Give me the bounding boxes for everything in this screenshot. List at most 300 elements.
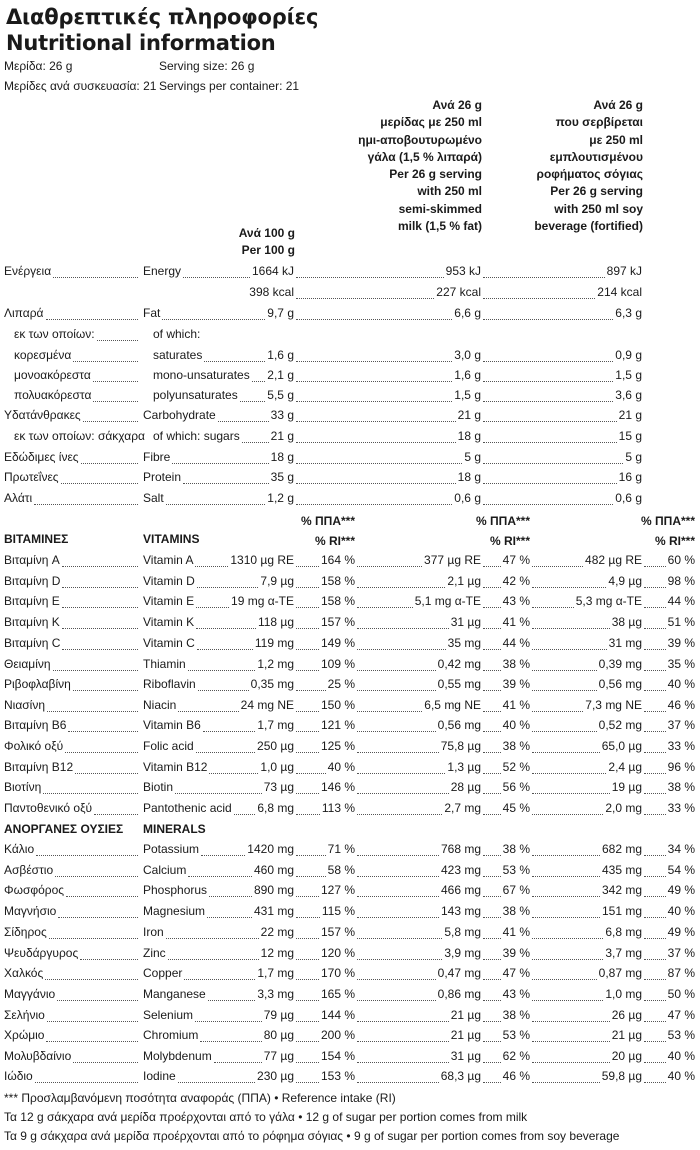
nutrient-name-greek: Παντοθενικό οξύ (4, 801, 93, 815)
value-with-milk: 953 kJ (445, 264, 481, 278)
ri-percent-with-milk: 41 % (502, 925, 530, 939)
dotted-leader (357, 1062, 449, 1063)
dotted-leader (296, 649, 319, 650)
dotted-leader (483, 855, 501, 856)
nutrient-name-greek: Βιταμίνη E (4, 594, 60, 608)
value-with-milk: 31 µg (450, 1049, 481, 1063)
nutrient-row (0, 594, 700, 614)
ri-percent-with-milk: 38 % (502, 904, 530, 918)
dotted-leader (483, 587, 501, 588)
value-per-100g: 3,3 mg (257, 987, 294, 1001)
nutrient-row (0, 946, 700, 966)
value-per-100g: 12 mg (260, 946, 294, 960)
nutrient-name-greek: Χρώμιο (4, 1028, 45, 1042)
value-with-milk: 5,1 mg α-TE (414, 594, 481, 608)
dotted-leader (644, 587, 666, 588)
ri-percent-per-100g: 164 % (320, 553, 355, 567)
dotted-leader (73, 361, 138, 362)
dotted-leader (93, 381, 138, 382)
ri-percent-per-100g: 144 % (320, 1008, 355, 1022)
dotted-leader (296, 752, 319, 753)
nutrient-name-english: Vitamin D (143, 574, 195, 588)
nutrient-name-english: Vitamin B12 (143, 760, 208, 774)
value-per-100g: 1664 kJ (251, 264, 294, 278)
value-with-soy: 482 µg RE (585, 553, 642, 567)
ri-percent-with-milk: 41 % (502, 698, 530, 712)
dotted-leader (357, 917, 439, 918)
dotted-leader (296, 298, 434, 299)
dotted-leader (296, 628, 319, 629)
ri-percent-per-100g: 115 % (321, 904, 355, 918)
dotted-leader (204, 361, 265, 362)
value-with-soy: 0,52 mg (598, 718, 642, 732)
dotted-leader (195, 566, 228, 567)
value-with-milk: 35 mg (447, 636, 481, 650)
dotted-leader (644, 959, 666, 960)
nutrient-name-greek: ΒΙΤΑΜΙΝΕΣ (4, 532, 69, 546)
value-per-100g: 73 µg (263, 780, 294, 794)
nutrient-name-greek: Βιταμίνη B12 (4, 760, 74, 774)
value-per-100g: 9,7 g (267, 306, 294, 320)
ri-percent-with-soy: 46 % (667, 698, 695, 712)
nutrient-name-greek: Ενέργεια (4, 264, 52, 278)
value-with-soy: 214 kcal (597, 285, 642, 299)
value-with-soy: 4,9 µg (608, 574, 642, 588)
ri-percent-per-100g: 120 % (320, 946, 355, 960)
column-header-line: Per 100 g (241, 243, 295, 258)
dotted-leader (166, 504, 266, 505)
column-header-line: γάλα (1,5 % λιπαρά) (367, 149, 482, 164)
value-per-100g: 77 µg (263, 1049, 294, 1063)
value-with-soy: 342 mg (601, 883, 642, 897)
dotted-leader (644, 1062, 666, 1063)
nutrient-name-english: Biotin (143, 780, 174, 794)
dotted-leader (644, 1000, 666, 1001)
nutrient-row (0, 368, 700, 388)
value-per-100g: 6,8 mg (257, 801, 294, 815)
dotted-leader (357, 1000, 436, 1001)
footnote-soy-sugar: Τα 9 g σάκχαρα ανά μερίδα προέρχονται από το ρόφημα σόγιας • 9 g of sugar per portion comes from soy beverage (4, 1129, 620, 1143)
ri-percent-per-100g: 25 % (327, 677, 355, 691)
nutrient-name-greek: εκ των οποίων: (14, 327, 95, 341)
dotted-leader (532, 1041, 610, 1042)
value-per-100g: 1,6 g (267, 348, 294, 362)
dotted-leader (201, 855, 245, 856)
value-with-milk: 21 µg (450, 1008, 481, 1022)
ri-percent-with-soy: 51 % (667, 615, 695, 629)
value-per-100g: 18 g (270, 450, 294, 464)
value-per-100g: 1310 µg RE (230, 553, 294, 567)
nutrient-name-english: Energy (143, 264, 182, 278)
footnote-milk-sugar: Τα 12 g σάκχαρα ανά μερίδα προέρχονται από το γάλα • 12 g of sugar per portion comes from milk (4, 1110, 528, 1124)
dotted-leader (57, 1000, 138, 1001)
dotted-leader (532, 979, 597, 980)
nutrient-row (0, 285, 700, 305)
dotted-leader (483, 298, 595, 299)
ri-percent-with-milk: 41 % (502, 615, 530, 629)
dotted-leader (209, 896, 252, 897)
dotted-leader (644, 917, 666, 918)
value-with-soy: 65,0 µg (601, 739, 642, 753)
ri-percent-with-soy: 44 % (667, 594, 695, 608)
nutrient-name-greek: Νιασίνη (4, 698, 46, 712)
dotted-leader (483, 793, 501, 794)
nutrient-row (0, 388, 700, 408)
value-with-milk: 6,5 mg NE (424, 698, 481, 712)
ri-percent-per-100g: 170 % (320, 966, 355, 980)
value-with-milk: 5 g (464, 450, 481, 464)
dotted-leader (68, 731, 138, 732)
column-header-line: beverage (fortified) (534, 219, 643, 234)
nutrient-name-greek: ΑΝΟΡΓΑΝΕΣ ΟΥΣΙΕΣ (4, 822, 124, 836)
dotted-leader (532, 959, 603, 960)
dotted-leader (296, 1021, 319, 1022)
value-per-100g: 80 µg (263, 1028, 294, 1042)
nutrient-row (0, 801, 700, 821)
ri-percent-per-100g: 157 % (320, 925, 355, 939)
dotted-leader (532, 793, 610, 794)
nutrient-row (0, 987, 700, 1007)
dotted-leader (197, 649, 253, 650)
dotted-leader (644, 731, 666, 732)
serving-size-english: Serving size: 26 g (159, 59, 255, 73)
footnote-reference-intake: *** Προσλαμβανόμενη ποσότητα αναφοράς (ΠΠΑ) • Reference intake (RI) (4, 1091, 396, 1105)
nutrient-name-greek: Μαγγάνιο (4, 987, 56, 1001)
value-with-milk: 3,9 mg (444, 946, 481, 960)
value-with-soy: 19 µg (611, 780, 642, 794)
value-per-100g: 230 µg (257, 1069, 294, 1083)
dotted-leader (47, 1021, 138, 1022)
dotted-leader (66, 896, 138, 897)
dotted-leader (207, 917, 252, 918)
dotted-leader (644, 876, 666, 877)
dotted-leader (196, 628, 256, 629)
nutrient-row (0, 636, 700, 656)
dotted-leader (296, 773, 326, 774)
dotted-leader (532, 752, 600, 753)
value-with-milk: 143 mg (440, 904, 481, 918)
nutrient-name-english: Fat (143, 306, 161, 320)
ri-percent-with-soy: 35 % (667, 657, 695, 671)
dotted-leader (483, 1041, 501, 1042)
dotted-leader (178, 711, 238, 712)
nutrient-name-english: Protein (143, 470, 182, 484)
ri-percent-with-milk: 53 % (502, 863, 530, 877)
dotted-leader (209, 773, 258, 774)
nutrient-name-greek: Σίδηρος (4, 925, 47, 939)
value-with-soy: 6,3 g (615, 306, 642, 320)
column-header-line: with 250 ml soy (554, 201, 643, 216)
dotted-leader (532, 1021, 610, 1022)
dotted-leader (357, 814, 442, 815)
column-header-soy (534, 97, 643, 235)
nutrient-name-greek: Βιταμίνη A (4, 553, 60, 567)
dotted-leader (62, 607, 138, 608)
dotted-leader (218, 421, 269, 422)
value-with-milk: 0,42 mg (437, 657, 481, 671)
dotted-leader (296, 938, 319, 939)
value-per-100g: 33 g (270, 408, 294, 422)
dotted-leader (43, 793, 138, 794)
nutrient-row (0, 780, 700, 800)
ri-percent-with-soy: 50 % (667, 987, 695, 1001)
value-with-soy: 3,6 g (615, 388, 642, 402)
nutrient-name-greek: Πρωτεΐνες (4, 470, 59, 484)
nutrient-name-greek: εκ των οποίων: σάκχαρα (14, 429, 145, 443)
ri-percent-with-soy: 49 % (667, 925, 695, 939)
nutrient-name-english: Niacin (143, 698, 177, 712)
nutrient-name-english: Vitamin K (143, 615, 195, 629)
dotted-leader (214, 1062, 262, 1063)
dotted-leader (532, 1000, 603, 1001)
dotted-leader (644, 711, 666, 712)
ri-percent-with-milk: 46 % (502, 1069, 530, 1083)
dotted-leader (188, 670, 256, 671)
ri-percent-with-soy: 54 % (667, 863, 695, 877)
nutrient-name-greek: Φολικό οξύ (4, 739, 64, 753)
nutrient-name-greek: μονοακόρεστα (14, 368, 91, 382)
ri-percent-with-milk: 43 % (502, 594, 530, 608)
column-header-line: ημι-αποβουτυρωμένο (358, 132, 482, 147)
ri-percent-per-100g: 165 % (320, 987, 355, 1001)
ri-percent-with-milk: 40 % (502, 718, 530, 732)
ri-percent-with-milk: 38 % (502, 657, 530, 671)
dotted-leader (483, 649, 501, 650)
column-header-milk (358, 97, 482, 235)
dotted-leader (357, 752, 439, 753)
value-with-milk: 5,8 mg (444, 925, 481, 939)
nutrient-name-english: Phosphorus (143, 883, 208, 897)
dotted-leader (296, 277, 444, 278)
dotted-leader (357, 731, 436, 732)
value-per-100g: 460 mg (253, 863, 294, 877)
dotted-leader (357, 979, 436, 980)
dotted-leader (58, 917, 138, 918)
value-with-soy: 21 µg (611, 1028, 642, 1042)
value-with-milk: 28 µg (450, 780, 481, 794)
dotted-leader (483, 463, 623, 464)
dotted-leader (35, 1082, 138, 1083)
value-with-milk: 768 mg (440, 842, 481, 856)
nutrient-name-english: Molybdenum (143, 1049, 212, 1063)
dotted-leader (183, 277, 250, 278)
dotted-leader (483, 1021, 501, 1022)
nutrient-row (0, 348, 700, 368)
dotted-leader (357, 1021, 449, 1022)
ri-percent-per-100g: 125 % (320, 739, 355, 753)
ri-percent-per-100g: 58 % (327, 863, 355, 877)
dotted-leader (62, 566, 138, 567)
dotted-leader (644, 979, 666, 980)
value-with-soy: 682 mg (601, 842, 642, 856)
dotted-leader (296, 793, 319, 794)
nutrient-row (0, 574, 700, 594)
value-with-soy: 38 µg (611, 615, 642, 629)
dotted-leader (168, 959, 259, 960)
dotted-leader (296, 587, 319, 588)
ri-percent-per-100g: 158 % (320, 594, 355, 608)
dotted-leader (644, 649, 666, 650)
ri-percent-per-100g: 154 % (320, 1049, 355, 1063)
nutrient-row (0, 925, 700, 945)
dotted-leader (483, 319, 613, 320)
ri-percent-per-100g: 157 % (320, 615, 355, 629)
dotted-leader (296, 463, 462, 464)
nutrient-row (0, 1028, 700, 1048)
value-with-soy: 1,0 mg (605, 987, 642, 1001)
value-with-milk: 466 mg (440, 883, 481, 897)
value-per-100g: 431 mg (253, 904, 294, 918)
nutrient-row (0, 553, 700, 573)
nutrient-name-english: Riboflavin (143, 677, 196, 691)
dotted-leader (357, 587, 445, 588)
dotted-leader (532, 896, 600, 897)
dotted-leader (532, 938, 603, 939)
ri-header-greek: % ΠΠΑ*** (640, 514, 695, 528)
nutrient-name-english: of which: sugars (153, 429, 240, 443)
nutrient-name-english: Magnesium (143, 904, 206, 918)
nutrient-row (0, 327, 700, 347)
dotted-leader (296, 607, 319, 608)
nutrient-row (0, 450, 700, 470)
dotted-leader (532, 731, 597, 732)
value-with-soy: 0,87 mg (598, 966, 642, 980)
nutrient-name-greek: Εδώδιμες ίνες (4, 450, 79, 464)
ri-percent-with-milk: 38 % (502, 739, 530, 753)
nutrient-name-english: Calcium (143, 863, 187, 877)
ri-percent-per-100g: 153 % (320, 1069, 355, 1083)
dotted-leader (296, 1000, 319, 1001)
dotted-leader (184, 979, 255, 980)
value-with-milk: 75,8 µg (440, 739, 481, 753)
nutrient-name-english: Chromium (143, 1028, 199, 1042)
ri-percent-with-milk: 62 % (502, 1049, 530, 1063)
dotted-leader (532, 607, 574, 608)
dotted-leader (175, 793, 262, 794)
dotted-leader (53, 670, 138, 671)
dotted-leader (200, 1041, 261, 1042)
nutrient-name-english: Copper (143, 966, 183, 980)
dotted-leader (483, 959, 501, 960)
value-with-soy: 3,7 mg (605, 946, 642, 960)
dotted-leader (644, 773, 666, 774)
dotted-leader (45, 979, 138, 980)
dotted-leader (188, 876, 252, 877)
nutrient-name-greek: Ψευδάργυρος (4, 946, 79, 960)
dotted-leader (296, 711, 319, 712)
value-with-soy: 897 kJ (606, 264, 642, 278)
ri-percent-per-100g: 71 % (327, 842, 355, 856)
ri-percent-with-soy: 33 % (667, 739, 695, 753)
value-with-milk: 1,3 µg (447, 760, 481, 774)
dotted-leader (644, 1041, 666, 1042)
value-with-milk: 1,6 g (454, 368, 481, 382)
dotted-leader (532, 711, 583, 712)
dotted-leader (357, 855, 439, 856)
dotted-leader (483, 628, 501, 629)
dotted-leader (644, 814, 666, 815)
nutrient-row (0, 470, 700, 490)
dotted-leader (483, 607, 501, 608)
value-with-milk: 423 mg (440, 863, 481, 877)
ri-percent-per-100g: 127 % (320, 883, 355, 897)
value-with-soy: 2,4 µg (608, 760, 642, 774)
dotted-leader (198, 690, 249, 691)
ri-percent-with-milk: 45 % (502, 801, 530, 815)
ri-header-greek: % ΠΠΑ*** (475, 514, 530, 528)
value-with-soy: 15 g (618, 429, 642, 443)
dotted-leader (234, 814, 256, 815)
dotted-leader (357, 1082, 439, 1083)
dotted-leader (195, 1021, 262, 1022)
value-with-milk: 1,5 g (454, 388, 481, 402)
ri-percent-with-milk: 56 % (502, 780, 530, 794)
dotted-leader (296, 1082, 319, 1083)
nutrient-name-english: Pantothenic acid (143, 801, 232, 815)
nutrient-row (0, 491, 700, 511)
value-per-100g: 1,2 g (267, 491, 294, 505)
section-header-row (0, 822, 700, 842)
value-with-milk: 6,6 g (454, 306, 481, 320)
value-with-milk: 0,56 mg (437, 718, 481, 732)
value-with-soy: 5 g (625, 450, 642, 464)
dotted-leader (196, 752, 255, 753)
nutrient-row (0, 264, 700, 284)
value-with-soy: 7,3 mg NE (585, 698, 642, 712)
servings-per-container-english: Servings per container: 21 (159, 79, 300, 93)
dotted-leader (483, 979, 501, 980)
value-per-100g: 250 µg (257, 739, 294, 753)
ri-percent-with-milk: 52 % (502, 760, 530, 774)
dotted-leader (644, 628, 666, 629)
dotted-leader (242, 442, 269, 443)
dotted-leader (483, 1000, 501, 1001)
nutrient-name-english: Carbohydrate (143, 408, 216, 422)
dotted-leader (34, 504, 138, 505)
dotted-leader (532, 1062, 610, 1063)
nutrient-row (0, 883, 700, 903)
value-with-milk: 68,3 µg (440, 1069, 481, 1083)
dotted-leader (296, 361, 452, 362)
value-with-milk: 18 g (457, 470, 481, 484)
value-per-100g: 24 mg NE (240, 698, 294, 712)
nutrient-name-english: of which: (153, 327, 201, 341)
dotted-leader (644, 690, 666, 691)
dotted-leader (296, 896, 319, 897)
dotted-leader (483, 381, 613, 382)
dotted-leader (80, 959, 138, 960)
value-with-soy: 0,9 g (615, 348, 642, 362)
dotted-leader (483, 483, 617, 484)
column-header-line: milk (1,5 % fat) (397, 219, 482, 234)
dotted-leader (357, 896, 439, 897)
dotted-leader (483, 773, 501, 774)
dotted-leader (296, 566, 319, 567)
ri-percent-with-milk: 67 % (502, 883, 530, 897)
ri-percent-per-100g: 158 % (320, 574, 355, 588)
value-per-100g: 1,7 mg (257, 966, 294, 980)
dotted-leader (296, 381, 452, 382)
dotted-leader (296, 855, 326, 856)
nutrient-name-greek: Σελήνιο (4, 1008, 45, 1022)
dotted-leader (357, 793, 449, 794)
ri-percent-with-soy: 40 % (667, 1049, 695, 1063)
dotted-leader (644, 566, 666, 567)
value-with-soy: 435 mg (601, 863, 642, 877)
dotted-leader (532, 1082, 600, 1083)
nutrient-name-greek: Φωσφόρος (4, 883, 65, 897)
dotted-leader (47, 711, 138, 712)
